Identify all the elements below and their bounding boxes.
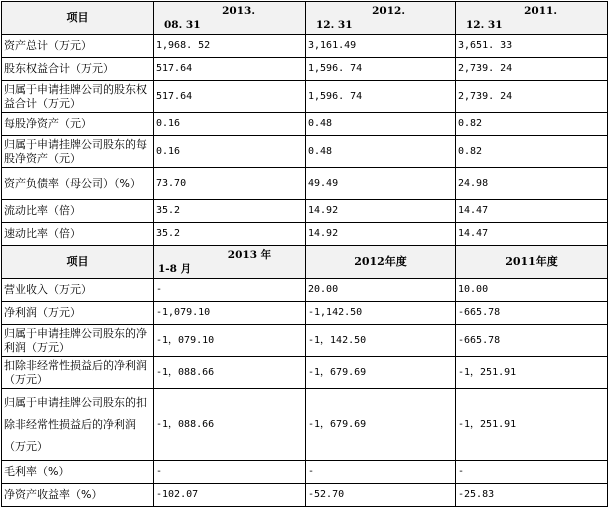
table-row (2, 223, 608, 246)
value-cell: 0.82 (456, 113, 608, 136)
value-cell: 14.47 (456, 200, 608, 223)
value-cell: -1,079.10 (154, 302, 306, 325)
value-cell: 2,739. 24 (456, 58, 608, 81)
period-line1: 2013 年 (227, 249, 272, 261)
row-label: 股东权益合计（万元） (2, 58, 154, 81)
row-label: 归属于申请挂牌公司的股东权益合计（万元） (2, 81, 154, 113)
item-header: 项目 (2, 2, 154, 35)
value-cell: 3,161.49 (306, 35, 456, 58)
row-label: 速动比率（倍） (2, 223, 154, 246)
value-cell: -1，079.10 (154, 325, 306, 357)
value-cell: - (154, 461, 306, 484)
table-row (2, 136, 608, 168)
table-row (2, 113, 608, 136)
date-year: 2013. (222, 5, 255, 17)
value-cell: -1，679.69 (306, 389, 456, 461)
period-header-2012: 2012年度 (306, 246, 456, 279)
row-label: 净利润（万元） (2, 302, 154, 325)
table-row (2, 389, 608, 461)
value-cell: 35.2 (154, 223, 306, 246)
period-line2: 1-8 月 (158, 263, 192, 275)
value-cell: -1，088.66 (154, 357, 306, 389)
row-label: 资产总计（万元） (2, 35, 154, 58)
value-cell: 517.64 (154, 81, 306, 113)
date-header-2012 (306, 2, 456, 35)
value-cell: 35.2 (154, 200, 306, 223)
table-row (2, 484, 608, 507)
value-cell: -52.70 (306, 484, 456, 507)
financial-summary (1, 1, 607, 507)
row-label: 归属于申请挂牌公司股东的净利润（万元） (2, 325, 154, 357)
financial-table (1, 1, 608, 507)
table-row (2, 81, 608, 113)
date-year: 2011. (524, 5, 557, 17)
value-cell: 49.49 (306, 168, 456, 200)
value-cell: -1，679.69 (306, 357, 456, 389)
value-cell: 0.16 (154, 136, 306, 168)
date-monthday: 12. 31 (316, 19, 353, 31)
row-label: 资产负债率（母公司）（%） (2, 168, 154, 200)
value-cell: -665.78 (456, 325, 608, 357)
period-header-2011: 2011年度 (456, 246, 608, 279)
date-monthday: 12. 31 (466, 19, 503, 31)
value-cell: -1，142.50 (306, 325, 456, 357)
income-header-row (2, 246, 608, 279)
row-label: 流动比率（倍） (2, 200, 154, 223)
value-cell: 14.47 (456, 223, 608, 246)
value-cell: 14.92 (306, 223, 456, 246)
value-cell: 14.92 (306, 200, 456, 223)
value-cell: 24.98 (456, 168, 608, 200)
value-cell: - (456, 461, 608, 484)
value-cell: 3,651. 33 (456, 35, 608, 58)
value-cell: 1,968. 52 (154, 35, 306, 58)
value-cell: 10.00 (456, 279, 608, 302)
value-cell: -1，251.91 (456, 357, 608, 389)
value-cell: -1,142.50 (306, 302, 456, 325)
date-year: 2012. (372, 5, 405, 17)
value-cell: -1，088.66 (154, 389, 306, 461)
value-cell: 1,596. 74 (306, 58, 456, 81)
row-label: 归属于申请挂牌公司股东的扣除非经常性损益后的净利润（万元） (2, 389, 154, 461)
table-row (2, 302, 608, 325)
date-monthday: 08. 31 (164, 19, 201, 31)
row-label: 营业收入（万元） (2, 279, 154, 302)
row-label: 归属于申请挂牌公司股东的每股净资产（元） (2, 136, 154, 168)
value-cell: 0.48 (306, 113, 456, 136)
value-cell: 2,739. 24 (456, 81, 608, 113)
date-header-2013 (154, 2, 306, 35)
value-cell: 1,596. 74 (306, 81, 456, 113)
value-cell: 517.64 (154, 58, 306, 81)
table-row (2, 461, 608, 484)
row-label: 净资产收益率（%） (2, 484, 154, 507)
table-row (2, 35, 608, 58)
value-cell: - (154, 279, 306, 302)
table-row (2, 168, 608, 200)
table-row (2, 200, 608, 223)
table-row (2, 279, 608, 302)
table-row (2, 357, 608, 389)
value-cell: 73.70 (154, 168, 306, 200)
balance-header-row (2, 2, 608, 35)
row-label: 扣除非经常性损益后的净利润（万元） (2, 357, 154, 389)
value-cell: 0.16 (154, 113, 306, 136)
table-row (2, 58, 608, 81)
value-cell: -665.78 (456, 302, 608, 325)
table-row (2, 325, 608, 357)
value-cell: -25.83 (456, 484, 608, 507)
value-cell: 0.82 (456, 136, 608, 168)
value-cell: 0.48 (306, 136, 456, 168)
value-cell: - (306, 461, 456, 484)
value-cell: -1，251.91 (456, 389, 608, 461)
value-cell: -102.07 (154, 484, 306, 507)
date-header-2011 (456, 2, 608, 35)
value-cell: 20.00 (306, 279, 456, 302)
row-label: 每股净资产（元） (2, 113, 154, 136)
item-header: 项目 (2, 246, 154, 279)
row-label: 毛利率（%） (2, 461, 154, 484)
period-header-2013 (154, 246, 306, 279)
